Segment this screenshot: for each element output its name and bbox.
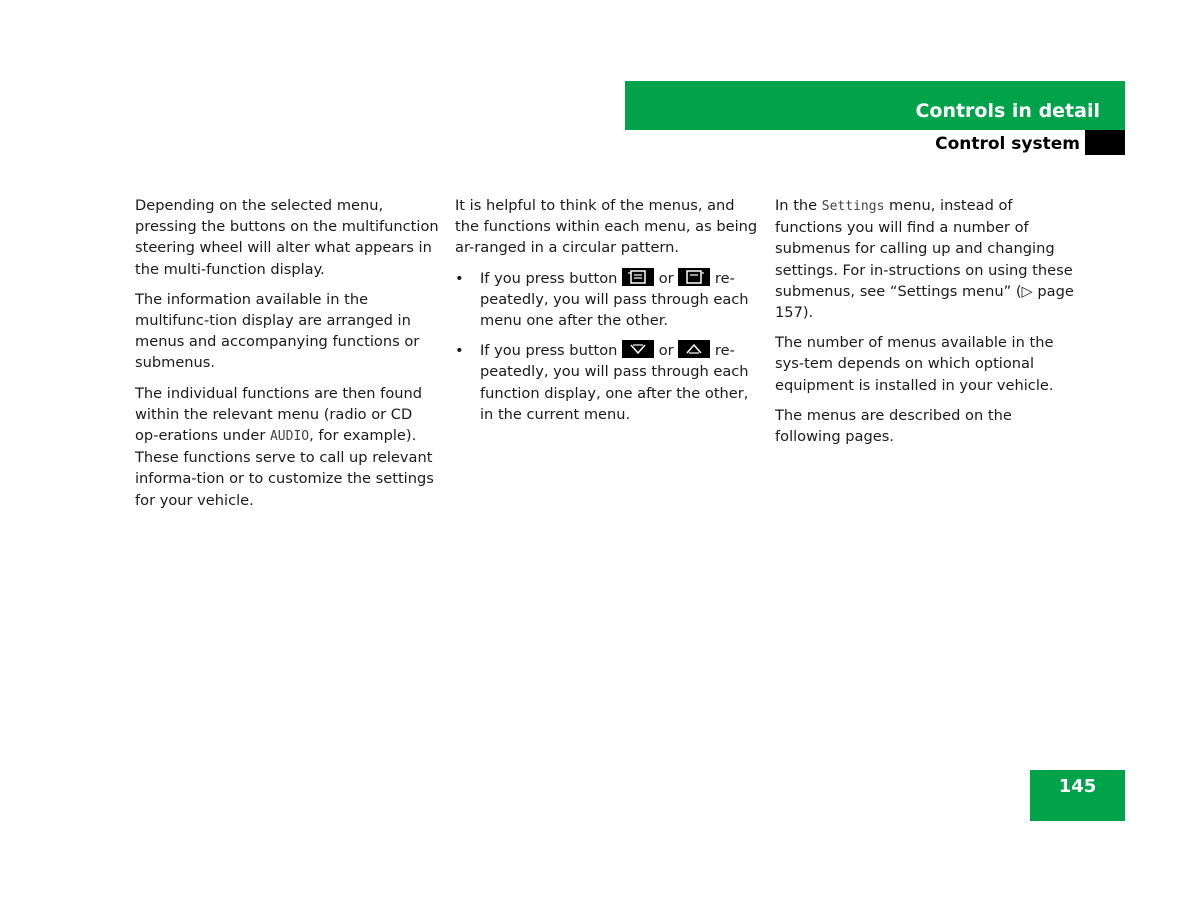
paragraph: The number of menus available in the sys-tem depends on which optional equipment is installed in your vehicle.: [775, 334, 1054, 394]
chapter-title: Controls in detail: [915, 100, 1100, 122]
text: , for example). These functions serve to call up relevant informa-tion or to customize the settings for your vehicle.: [135, 427, 434, 509]
header-bar: [625, 81, 1125, 130]
previous-menu-button-icon: [678, 268, 710, 286]
page-number: 145: [1058, 776, 1097, 797]
text-column-3: [775, 195, 1080, 456]
text: menu, instead of functions you will find a number of submenus for calling up and changing settings. For in-structions on using these submenus, see “Settings menu” (: [775, 197, 1073, 300]
display-term-audio: AUDIO: [269, 429, 310, 445]
bullet-marker: •: [455, 269, 464, 287]
bullet-marker: •: [455, 342, 464, 360]
page-number-box: [1030, 770, 1125, 821]
section-title: Control system: [935, 134, 1080, 154]
paragraph: [775, 195, 1080, 323]
text: The individual functions are then found within the relevant menu (radio or CD op-erations under: [135, 384, 423, 445]
text-column-2: [455, 195, 760, 434]
paragraph: It is helpful to think of the menus, and the functions within each menu, as being ar-ranged in a circular pattern.: [455, 197, 758, 257]
paragraph: The menus are described on the following pages.: [775, 406, 1012, 446]
text: If you press button: [480, 269, 623, 287]
up-arrow-button-icon: [678, 340, 710, 358]
page-reference: page 157).: [775, 282, 1074, 322]
section-marker: [1085, 130, 1125, 155]
paragraph: Depending on the selected menu, pressing the buttons on the multifunction steering wheel will alter what appears in the multi-function display.: [135, 197, 439, 278]
page-reference-arrow-icon: ▷: [1021, 282, 1033, 300]
next-menu-button-icon: [622, 268, 654, 286]
text-column-1: [135, 195, 440, 520]
paragraph: The information available in the multifunc-tion display are arranged in menus and accompanying functions or submenus.: [135, 290, 420, 372]
text: re-peatedly, you will pass through each menu one after the other.: [480, 269, 749, 330]
text: If you press button: [480, 342, 623, 360]
text: re-peatedly, you will pass through each function display, one after the other, in the current menu.: [480, 342, 749, 423]
bullet-text: [480, 340, 760, 425]
down-arrow-button-icon: [622, 340, 654, 358]
text: In the: [775, 197, 822, 214]
bullet-text: [480, 268, 760, 332]
bullet-item: [455, 268, 760, 332]
paragraph: [135, 383, 440, 511]
display-term-settings: Settings: [821, 199, 885, 214]
text: or: [654, 342, 679, 360]
text: or: [654, 269, 679, 287]
bullet-item: [455, 340, 760, 425]
